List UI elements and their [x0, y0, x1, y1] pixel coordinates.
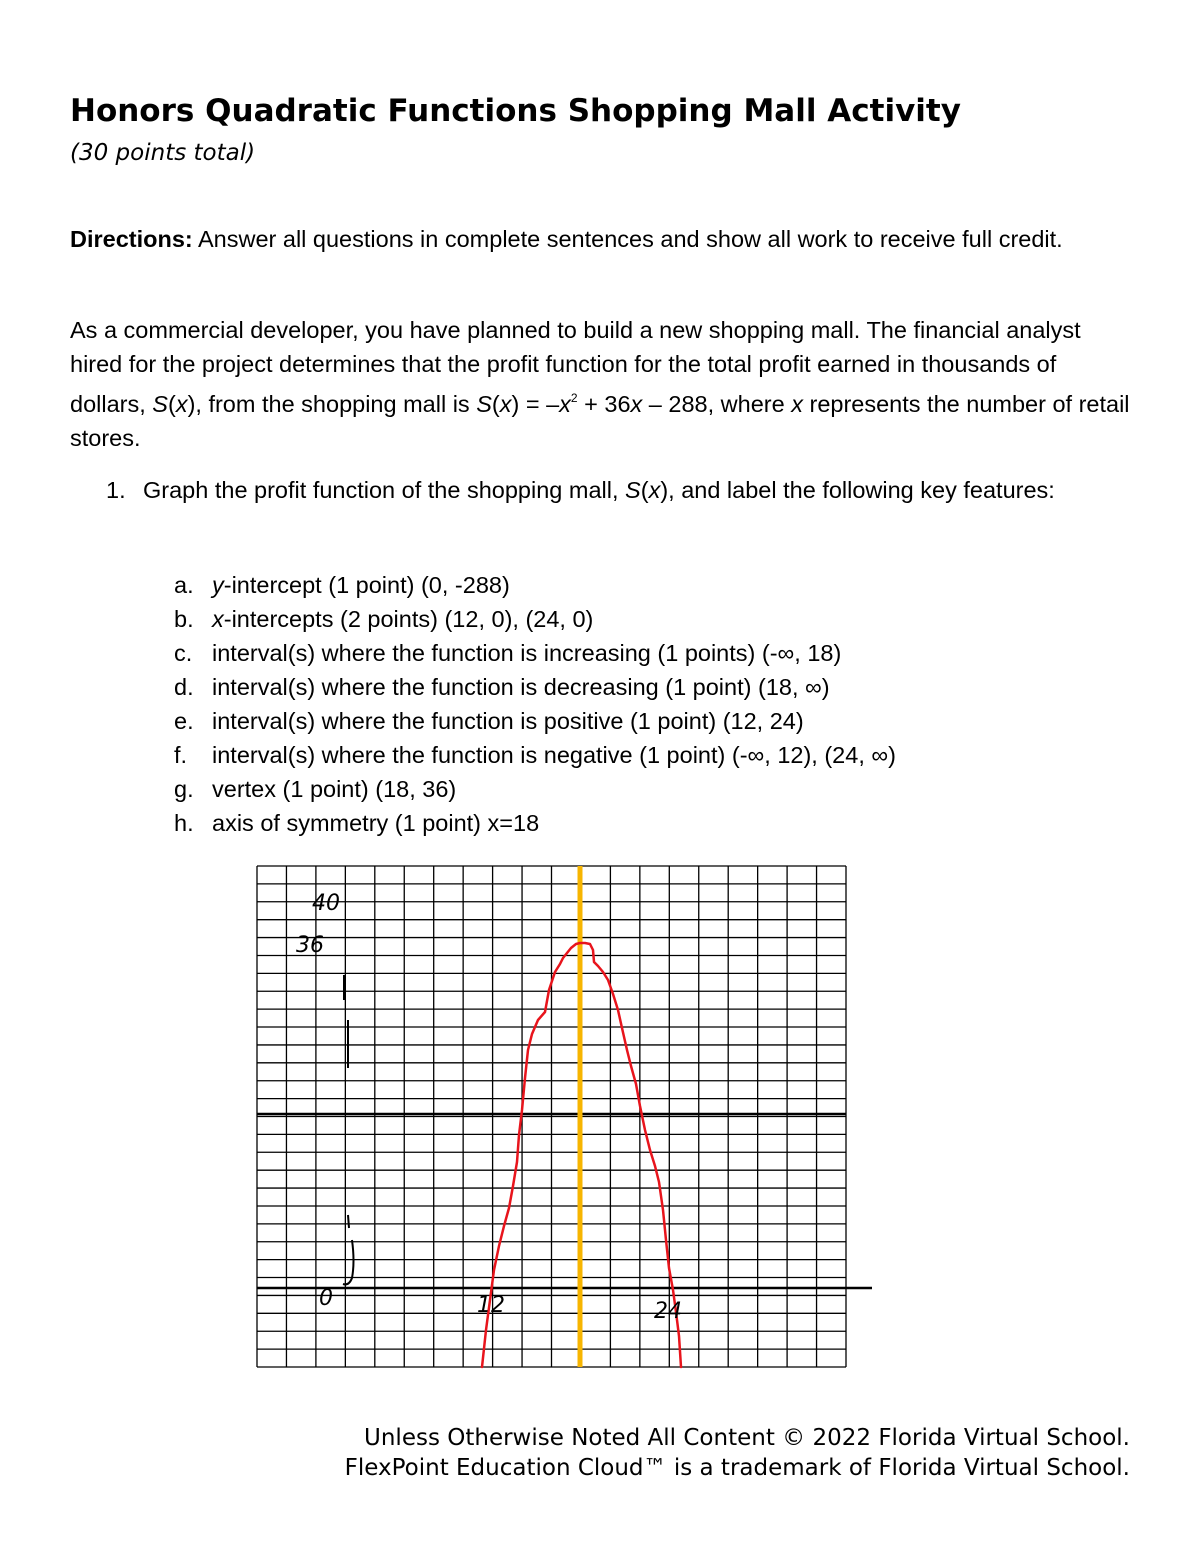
label-12: 12: [477, 1293, 505, 1318]
item-answer: (12, 24): [716, 708, 804, 734]
label-36: 36: [296, 933, 324, 958]
equation-part: + 36: [577, 391, 631, 417]
trademark-line: FlexPoint Education Cloud™ is a trademark of Florida Virtual School.: [344, 1455, 1130, 1481]
handwritten-ticks: [343, 975, 354, 1284]
label-24: 24: [654, 1299, 682, 1324]
item-label: interval(s) where the function is negative (1 point): [212, 742, 726, 768]
variable-x: x: [791, 391, 803, 417]
item-variable: x: [212, 606, 224, 632]
item-label: -intercepts (2 points): [223, 606, 438, 632]
item-label: interval(s) where the function is positive (1 point): [212, 708, 717, 734]
exponent: 2: [570, 391, 578, 405]
variable-x: x: [630, 391, 643, 417]
question-text-part: , and label the following key features:: [668, 477, 1055, 503]
item-answer: x=18: [481, 810, 540, 836]
equation-part: – 288, where: [642, 391, 792, 417]
points-total: (30 points total): [70, 140, 256, 166]
equation-part: = –: [519, 391, 560, 417]
copyright-line: Unless Otherwise Noted All Content © 2022 Florida Virtual School.: [364, 1425, 1130, 1451]
variable-x: x: [499, 391, 512, 417]
item-letter: d.: [174, 674, 194, 700]
item-label: vertex (1 point): [212, 776, 369, 802]
footer: [345, 1423, 1130, 1483]
variable-x: x: [559, 391, 571, 417]
item-answer: (18, ∞): [751, 674, 830, 700]
function-name: S: [625, 477, 641, 503]
item-answer: (-∞, 18): [755, 640, 842, 666]
scenario-text: , from the shopping mall is: [195, 391, 477, 417]
item-answer: (-∞, 12), (24, ∞): [725, 742, 896, 768]
item-answer: (0, -288): [414, 572, 510, 598]
directions-text: Answer all questions in complete sentences and show all work to receive full credit.: [192, 226, 1063, 252]
item-letter: a.: [174, 572, 194, 598]
question-text-part: Graph the profit function of the shopping mall,: [143, 477, 626, 503]
page-title: Honors Quadratic Functions Shopping Mall Activity: [70, 93, 961, 129]
item-label: interval(s) where the function is decreasing (1 point): [212, 674, 752, 700]
directions-label: Directions:: [70, 226, 193, 252]
item-answer: (18, 36): [368, 776, 457, 802]
item-variable: y: [212, 572, 224, 598]
scenario-paragraph: As a commercial developer, you have planned to build a new shopping mall. The financial analyst hired for the project determines that the profit function for the total profit earned in thousands of dollars, S(x), from the shopping mall is $S(x) = -x^2 + 36x - 288$, where x represents the number of retail stores.: [70, 317, 1130, 451]
item-label: -intercept (1 point): [223, 572, 415, 598]
grid: [257, 866, 846, 1367]
question-text: Graph the profit function of the shopping mall, S(x), and label the following key features:: [143, 477, 1055, 503]
item-letter: h.: [174, 810, 194, 836]
item-letter: g.: [174, 776, 194, 802]
item-letter: e.: [174, 708, 194, 734]
label-origin: 0: [319, 1286, 333, 1311]
scenario-text: As a commercial developer, you have planned to build a new shopping mall. The financial analyst hired for the project determines that the profit function for the total profit earned in thousands of dollars,: [70, 317, 1081, 417]
item-label: interval(s) where the function is increasing (1 points): [212, 640, 756, 666]
item-label: axis of symmetry (1 point): [212, 810, 482, 836]
item-answer: (12, 0), (24, 0): [437, 606, 594, 632]
label-40: 40: [312, 891, 340, 916]
variable-x: x: [175, 391, 188, 417]
scenario-text: represents the number of retail stores.: [70, 391, 1130, 451]
item-letter: c.: [174, 640, 193, 666]
question-number: 1.: [106, 477, 126, 503]
item-letter: f.: [174, 742, 188, 768]
function-name: S: [476, 391, 492, 417]
tick-mark: [343, 1215, 354, 1284]
item-letter: b.: [174, 606, 194, 632]
function-name: S: [152, 391, 168, 417]
variable-x: x: [648, 477, 661, 503]
